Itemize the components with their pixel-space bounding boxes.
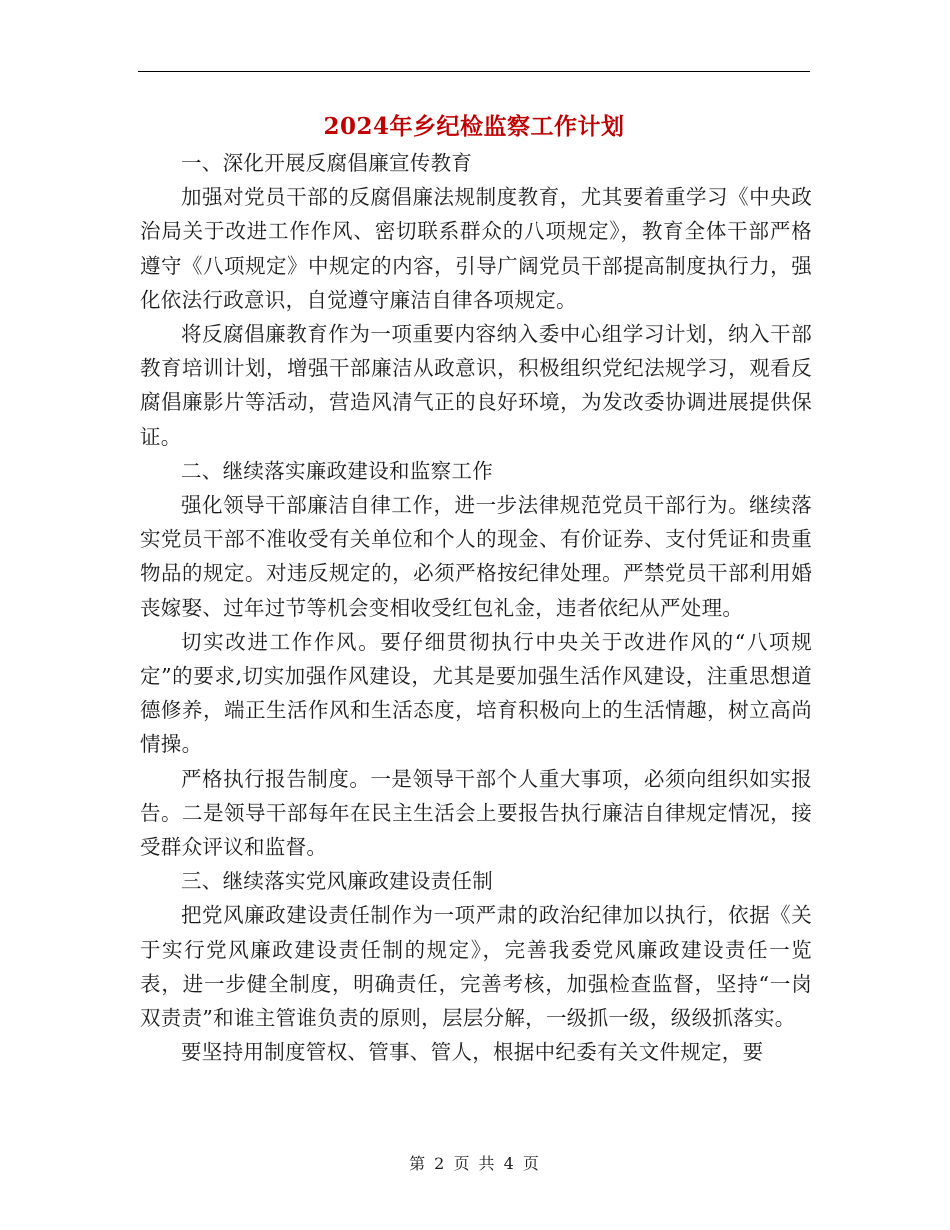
paragraph: 切实改进工作作风。要仔细贯彻执行中央关于改进作风的“八项规定”的要求,切实加强作风建设，尤其是要加强生活作风建设，注重思想道德修养，端正生活作风和生活态度，培育积极向上的生活情趣，树立高尚情操。 — [140, 629, 812, 757]
section-heading: 三、继续落实党风廉政建设责任制 — [181, 869, 493, 894]
paragraph: 把党风廉政建设责任制作为一项严肃的政治纪律加以执行，依据《关于实行党风廉政建设责任制的规定》，完善我委党风廉政建设责任一览表，进一步健全制度，明确责任，完善考核，加强检查监督，坚持“一岗双责责”和谁主管谁负责的原则，层层分解，一级抓一级，级级抓落实。 — [140, 903, 812, 1031]
paragraph: 加强对党员干部的反腐倡廉法规制度教育，尤其要着重学习《中央政治局关于改进工作作风、密切联系群众的八项规定》，教育全体干部严格遵守《八项规定》中规定的内容，引导广阔党员干部提高制度执行力，强化依法行政意识，自觉遵守廉洁自律各项规定。 — [140, 185, 812, 312]
document-body — [140, 146, 812, 1069]
paragraph: 要坚持用制度管权、管事、管人，根据中纪委有关文件规定，要 — [181, 1040, 764, 1065]
paragraph: 强化领导干部廉洁自律工作，进一步法律规范党员干部行为。继续落实党员干部不准收受有关单位和个人的现金、有价证券、支付凭证和贵重物品的规定。对违反规定的，必须严格按纪律处理。严禁党员干部利用婚丧嫁娶、过年过节等机会变相收受红包礼金，违者依纪从严处理。 — [140, 493, 812, 620]
paragraph: 将反腐倡廉教育作为一项重要内容纳入委中心组学习计划，纳入干部教育培训计划，增强干部廉洁从政意识，积极组织党纪法规学习，观看反腐倡廉影片等活动，营造风清气正的良好环境，为发改委协调进展提供保证。 — [140, 322, 812, 449]
paragraph: 严格执行报告制度。一是领导干部个人重大事项，必须向组织如实报告。二是领导干部每年在民主生活会上要报告执行廉洁自律规定情况，接受群众评议和监督。 — [140, 766, 812, 860]
section-heading: 一、深化开展反腐倡廉宣传教育 — [181, 151, 473, 175]
page-footer: 第 2 页 共 4 页 — [409, 1154, 541, 1173]
document-title: 2024年乡纪检监察工作计划 — [323, 113, 625, 140]
section-heading: 二、继续落实廉政建设和监察工作 — [181, 458, 493, 483]
header-rule — [138, 71, 810, 72]
